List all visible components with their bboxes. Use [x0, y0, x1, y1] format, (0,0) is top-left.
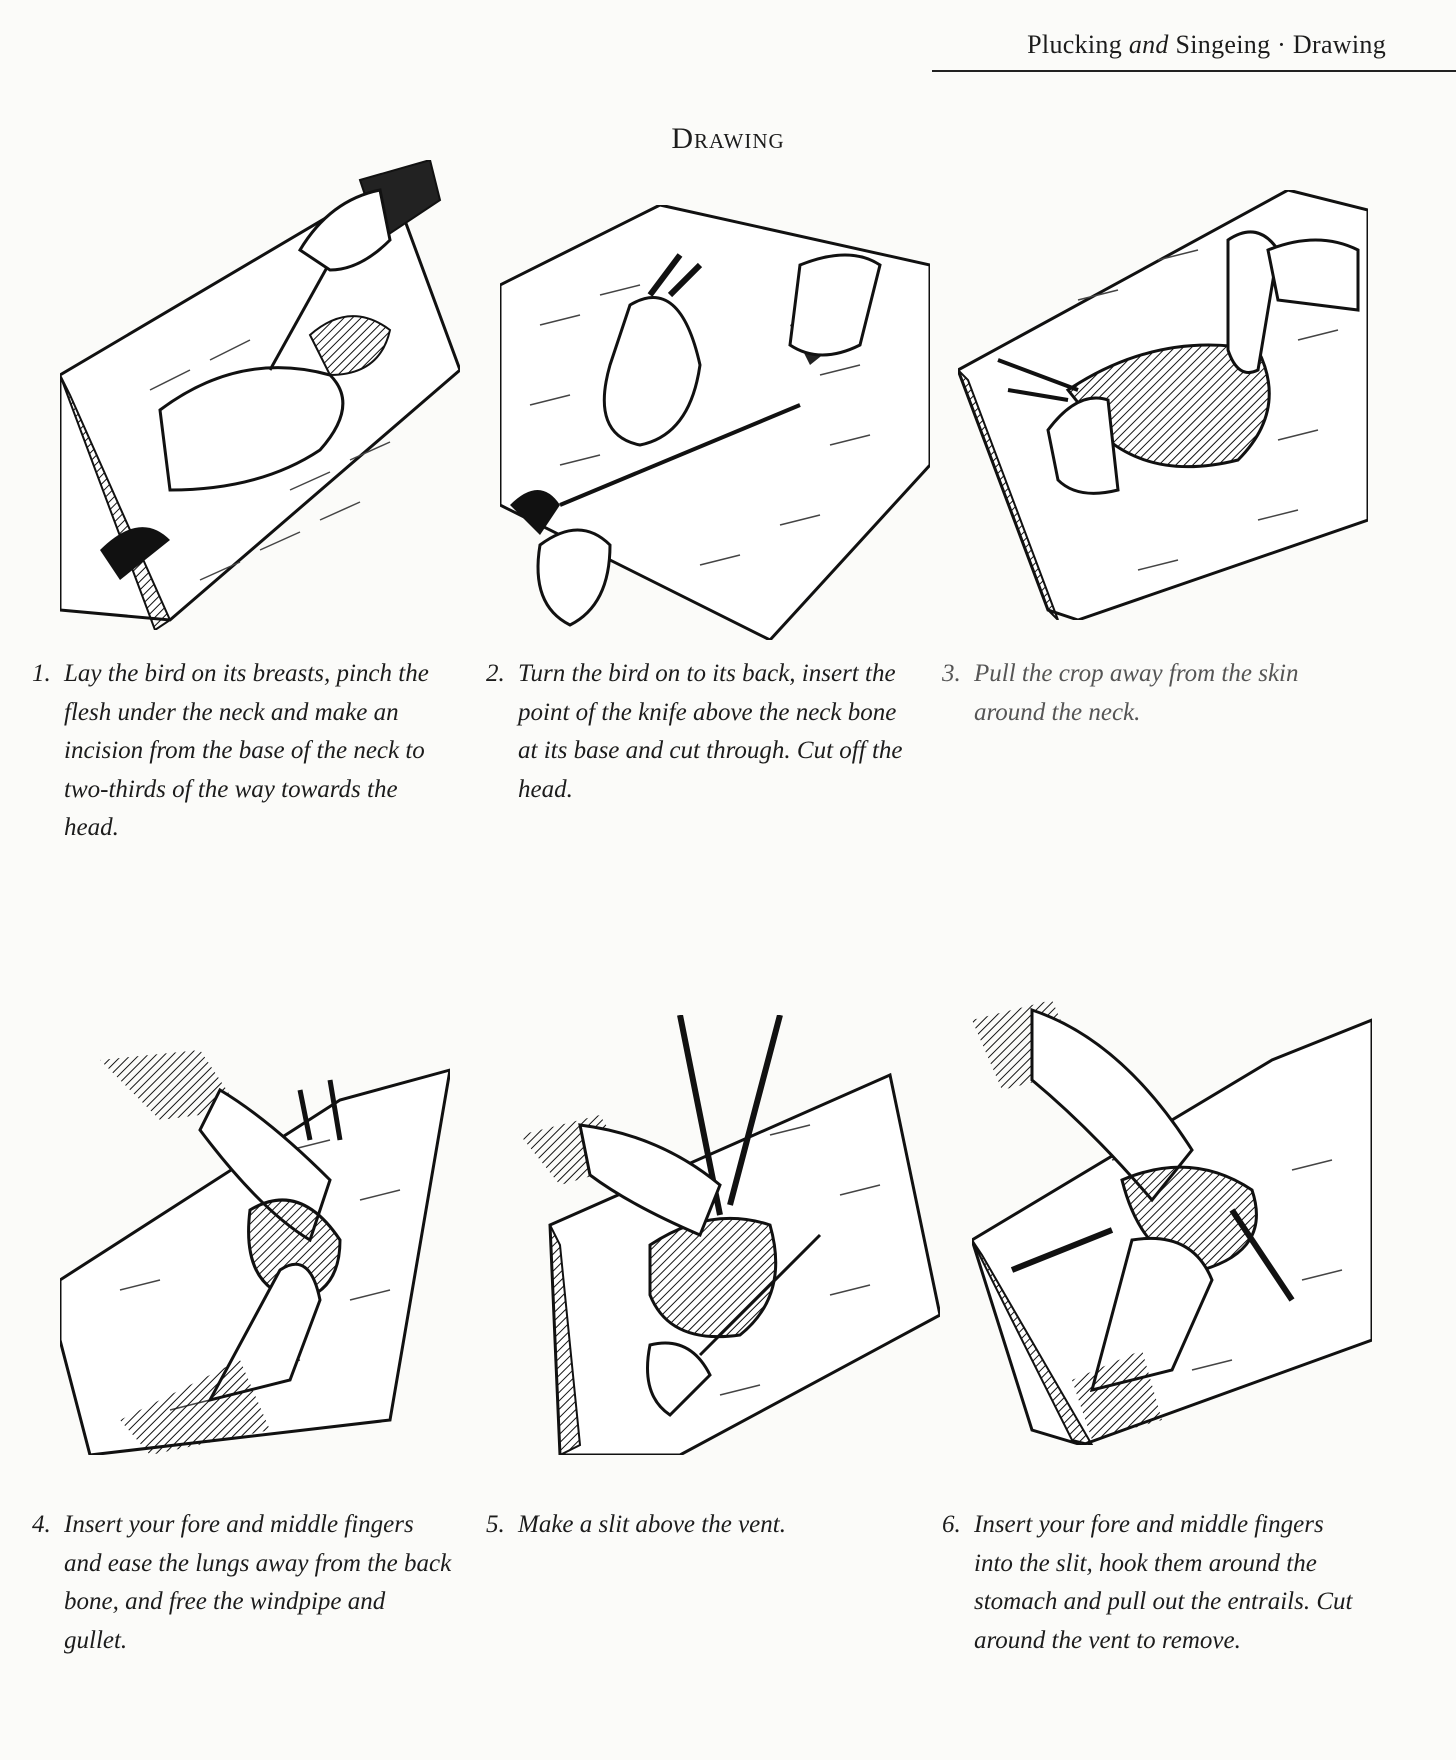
step-2-number: 2. [486, 660, 505, 687]
page-title: Drawing [671, 122, 785, 155]
illustration-step-1 [60, 160, 460, 630]
step-3-text: Pull the crop away from the skin around the neck. [974, 660, 1299, 726]
step-6-caption [942, 1506, 1362, 1660]
step-5-number: 5. [486, 1511, 505, 1538]
header-rule [932, 70, 1456, 72]
step-1-caption [32, 655, 442, 848]
step-5-caption [486, 1506, 906, 1545]
step-3-caption [942, 655, 1362, 732]
step-6-number: 6. [942, 1511, 961, 1538]
step-3-number: 3. [942, 660, 961, 687]
illustration-step-6 [972, 980, 1372, 1445]
illustration-step-4 [60, 1040, 450, 1455]
step-2-text: Turn the bird on to its back, insert the point of the knife above the neck bone at its base and cut through. Cut off the head. [518, 660, 903, 803]
running-head-italic: and [1128, 30, 1169, 59]
illustration-step-3 [958, 190, 1368, 620]
running-head-part2: Singeing · Drawing [1168, 30, 1386, 59]
step-1-text: Lay the bird on its breasts, pinch the flesh under the neck and make an incision from the base of the neck to two-thirds of the way towards the head. [64, 660, 429, 841]
illustration-step-2 [500, 205, 930, 640]
step-4-number: 4. [32, 1511, 51, 1538]
step-4-text: Insert your fore and middle fingers and ease the lungs away from the back bone, and free the windpipe and gullet. [64, 1511, 452, 1654]
illustration-step-5 [520, 1015, 940, 1455]
step-1-number: 1. [32, 660, 51, 687]
step-6-text: Insert your fore and middle fingers into the slit, hook them around the stomach and pull out the entrails. Cut around the vent to remove. [974, 1511, 1353, 1654]
step-5-text: Make a slit above the vent. [518, 1511, 786, 1538]
step-2-caption [486, 655, 906, 809]
running-head-part1: Plucking [1027, 30, 1129, 59]
step-4-caption [32, 1506, 452, 1660]
running-head [1027, 30, 1386, 60]
